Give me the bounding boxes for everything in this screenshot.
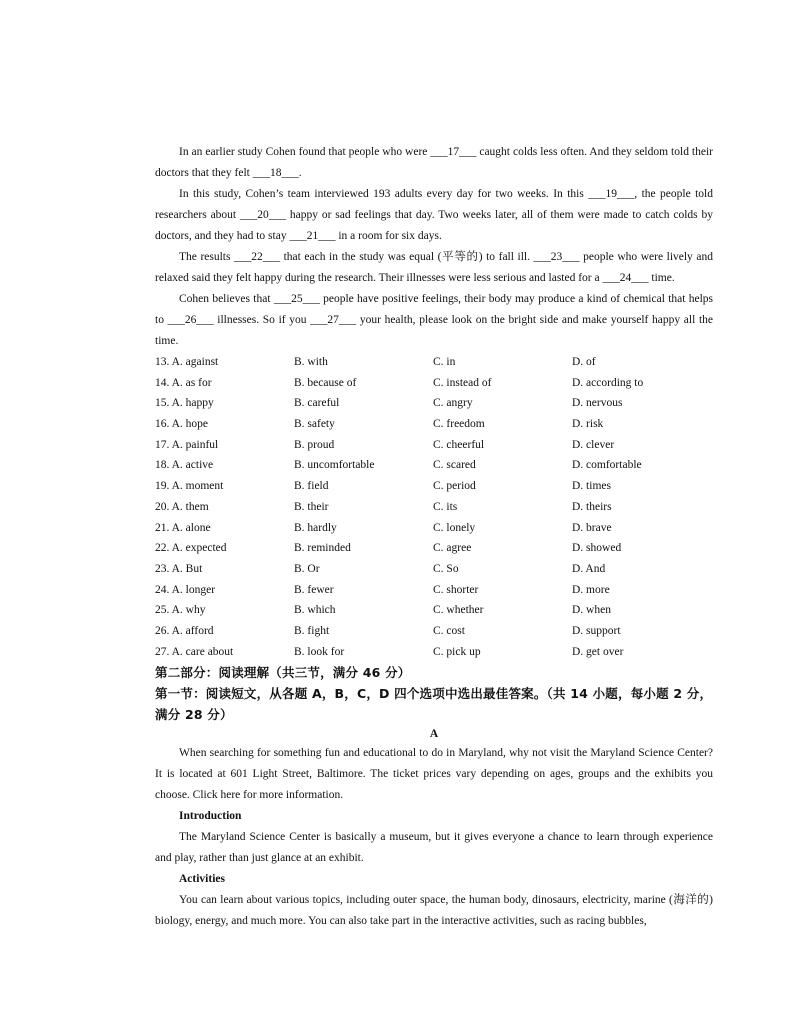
option-choice: C. cost bbox=[433, 624, 465, 637]
passage-text: In this study, Cohen’s team interviewed 193 adults every day for two weeks. In this bbox=[179, 188, 589, 200]
option-choice: 21. A. alone bbox=[155, 521, 211, 534]
passage-text: people have positive feelings, their body may produce a kind of chemical that helps to bbox=[155, 293, 713, 326]
option-choice: B. proud bbox=[294, 438, 335, 451]
option-choice: 23. A. But bbox=[155, 562, 203, 575]
option-row bbox=[155, 559, 713, 580]
blank-25: ___25___ bbox=[273, 293, 320, 305]
option-choice: D. brave bbox=[572, 521, 612, 534]
option-row bbox=[155, 518, 713, 539]
option-choice: C. instead of bbox=[433, 376, 492, 389]
option-choice: D. times bbox=[572, 480, 611, 493]
passage-text: time. bbox=[648, 272, 675, 284]
option-choice: 18. A. active bbox=[155, 459, 214, 472]
option-choice: C. shorter bbox=[433, 583, 479, 596]
option-choice: B. fight bbox=[294, 624, 330, 637]
option-row bbox=[155, 435, 713, 456]
option-choice: B. which bbox=[294, 604, 336, 617]
passage-paragraph-2 bbox=[155, 184, 713, 247]
blank-22: ___22___ bbox=[234, 251, 281, 263]
option-choice: 17. A. painful bbox=[155, 438, 219, 451]
option-row bbox=[155, 393, 713, 414]
passage-text: illnesses. So if you bbox=[213, 314, 311, 326]
option-choice: B. field bbox=[294, 480, 329, 493]
option-choice: 27. A. care about bbox=[155, 645, 234, 658]
option-row bbox=[155, 600, 713, 621]
option-choice: C. scared bbox=[433, 459, 476, 472]
option-choice: C. its bbox=[433, 500, 458, 513]
option-row bbox=[155, 621, 713, 642]
option-row bbox=[155, 642, 713, 663]
option-row bbox=[155, 352, 713, 373]
passage-paragraph-4 bbox=[155, 289, 713, 352]
option-choice: 19. A. moment bbox=[155, 480, 224, 493]
document-page bbox=[155, 142, 713, 932]
blank-23: ___23___ bbox=[533, 251, 580, 263]
option-choice: D. get over bbox=[572, 645, 624, 658]
blank-21: ___21___ bbox=[289, 230, 336, 242]
blank-20: ___20___ bbox=[240, 209, 286, 221]
option-choice: B. safety bbox=[294, 418, 335, 431]
option-choice: 13. A. against bbox=[155, 356, 219, 368]
option-choice: 16. A. hope bbox=[155, 418, 209, 431]
option-row bbox=[155, 455, 713, 476]
option-row bbox=[155, 580, 713, 601]
option-choice: C. in bbox=[433, 356, 456, 368]
option-row bbox=[155, 497, 713, 518]
option-choice: D. clever bbox=[572, 438, 615, 451]
option-choice: C. freedom bbox=[433, 418, 485, 431]
option-choice: B. fewer bbox=[294, 583, 334, 596]
activities-heading: Activities bbox=[179, 873, 225, 886]
option-choice: C. cheerful bbox=[433, 438, 485, 451]
option-choice: C. angry bbox=[433, 397, 473, 410]
option-choice: 14. A. as for bbox=[155, 376, 212, 389]
option-choice: C. agree bbox=[433, 542, 472, 555]
option-choice: B. uncomfortable bbox=[294, 459, 375, 472]
passage-text: caught colds less often. And they seldom told their doctors that they felt bbox=[155, 146, 713, 179]
option-choice: D. when bbox=[572, 604, 611, 617]
passage-text: , the people told researchers about bbox=[155, 188, 714, 221]
option-choice: C. So bbox=[433, 562, 459, 575]
option-choice: B. reminded bbox=[294, 542, 351, 555]
option-choice: 20. A. them bbox=[155, 500, 209, 513]
option-choice: D. nervous bbox=[572, 397, 623, 410]
blank-26: ___26___ bbox=[167, 314, 214, 326]
option-choice: B. with bbox=[294, 356, 328, 368]
option-choice: C. pick up bbox=[433, 645, 481, 658]
option-choice: D. showed bbox=[572, 542, 622, 555]
blank-27: ___27___ bbox=[310, 314, 357, 326]
option-choice: 24. A. longer bbox=[155, 583, 216, 596]
options-table bbox=[155, 352, 713, 662]
option-choice: 22. A. expected bbox=[155, 542, 227, 555]
option-choice: D. support bbox=[572, 624, 621, 637]
option-choice: 15. A. happy bbox=[155, 397, 214, 410]
option-choice: D. according to bbox=[572, 376, 644, 389]
passage-text: happy or sad feelings that day. Two weeks later, all of them were made to catch colds by doctors, and they had to stay bbox=[155, 209, 713, 242]
option-choice: D. comfortable bbox=[572, 459, 642, 472]
option-choice: C. whether bbox=[433, 604, 484, 617]
option-choice: B. because of bbox=[294, 376, 357, 389]
option-choice: D. more bbox=[572, 583, 610, 596]
passage-text: Cohen believes that bbox=[179, 293, 274, 305]
passage-text: your health, please look on the bright side and make yourself happy all the time. bbox=[155, 314, 713, 347]
option-choice: D. of bbox=[572, 356, 596, 368]
activities-text: You can learn about various topics, including outer space, the human body, dinosaurs, electricity, marine (海洋的) biology, energy, and much more. You can also take part in the interactive activities, such as racing bubbles, bbox=[155, 894, 713, 928]
option-choice: B. hardly bbox=[294, 521, 337, 534]
passage-label: A bbox=[429, 728, 439, 741]
option-choice: C. period bbox=[433, 480, 476, 493]
option-row bbox=[155, 476, 713, 497]
option-choice: D. risk bbox=[572, 418, 604, 431]
passage-text: The results bbox=[179, 251, 235, 263]
part2-heading: 第二部分：阅读理解（共三节，满分 46 分） bbox=[155, 665, 411, 681]
option-row bbox=[155, 414, 713, 435]
reading-intro-paragraph: When searching for something fun and educational to do in Maryland, why not visit the Maryland Science Center? It is located at 601 Light Street, Baltimore. The ticket prices vary depending on ages, groups and the exhibits you choose. Click here for more information. bbox=[155, 747, 713, 802]
blank-24: ___24___ bbox=[602, 272, 649, 284]
option-choice: C. lonely bbox=[433, 521, 476, 534]
option-choice: B. Or bbox=[294, 562, 320, 575]
passage-text: in a room for six days. bbox=[335, 230, 442, 242]
option-row bbox=[155, 538, 713, 559]
option-choice: D. And bbox=[572, 562, 606, 575]
blank-19: ___19___ bbox=[588, 188, 635, 200]
introduction-text: The Maryland Science Center is basically a museum, but it gives everyone a chance to learn through experience and play, rather than just glance at an exhibit. bbox=[155, 831, 713, 865]
section1-instructions: 第一节：阅读短文，从各题 A，B，C，D 四个选项中选出最佳答案。（共 14 小题，每小题 2 分，满分 28 分） bbox=[155, 686, 713, 723]
option-choice: B. look for bbox=[294, 645, 345, 658]
option-choice: B. their bbox=[294, 500, 329, 513]
passage-text: that each in the study was equal (平等的) to fall ill. bbox=[280, 251, 534, 263]
option-choice: 26. A. afford bbox=[155, 624, 214, 637]
option-choice: D. theirs bbox=[572, 500, 612, 513]
passage-text: people who were lively and relaxed said they felt happy during the research. Their illnesses were less serious and lasted for a bbox=[155, 251, 713, 284]
passage-text: . bbox=[298, 167, 302, 179]
blank-18: ___18___ bbox=[252, 167, 299, 179]
option-choice: B. careful bbox=[294, 397, 340, 410]
introduction-heading: Introduction bbox=[179, 810, 242, 823]
blank-17: ___17___ bbox=[430, 146, 477, 158]
passage-text: In an earlier study Cohen found that people who were bbox=[179, 146, 431, 158]
passage-paragraph-1 bbox=[155, 142, 713, 184]
option-row bbox=[155, 373, 713, 394]
option-choice: 25. A. why bbox=[155, 604, 206, 617]
passage-paragraph-3 bbox=[155, 247, 713, 289]
